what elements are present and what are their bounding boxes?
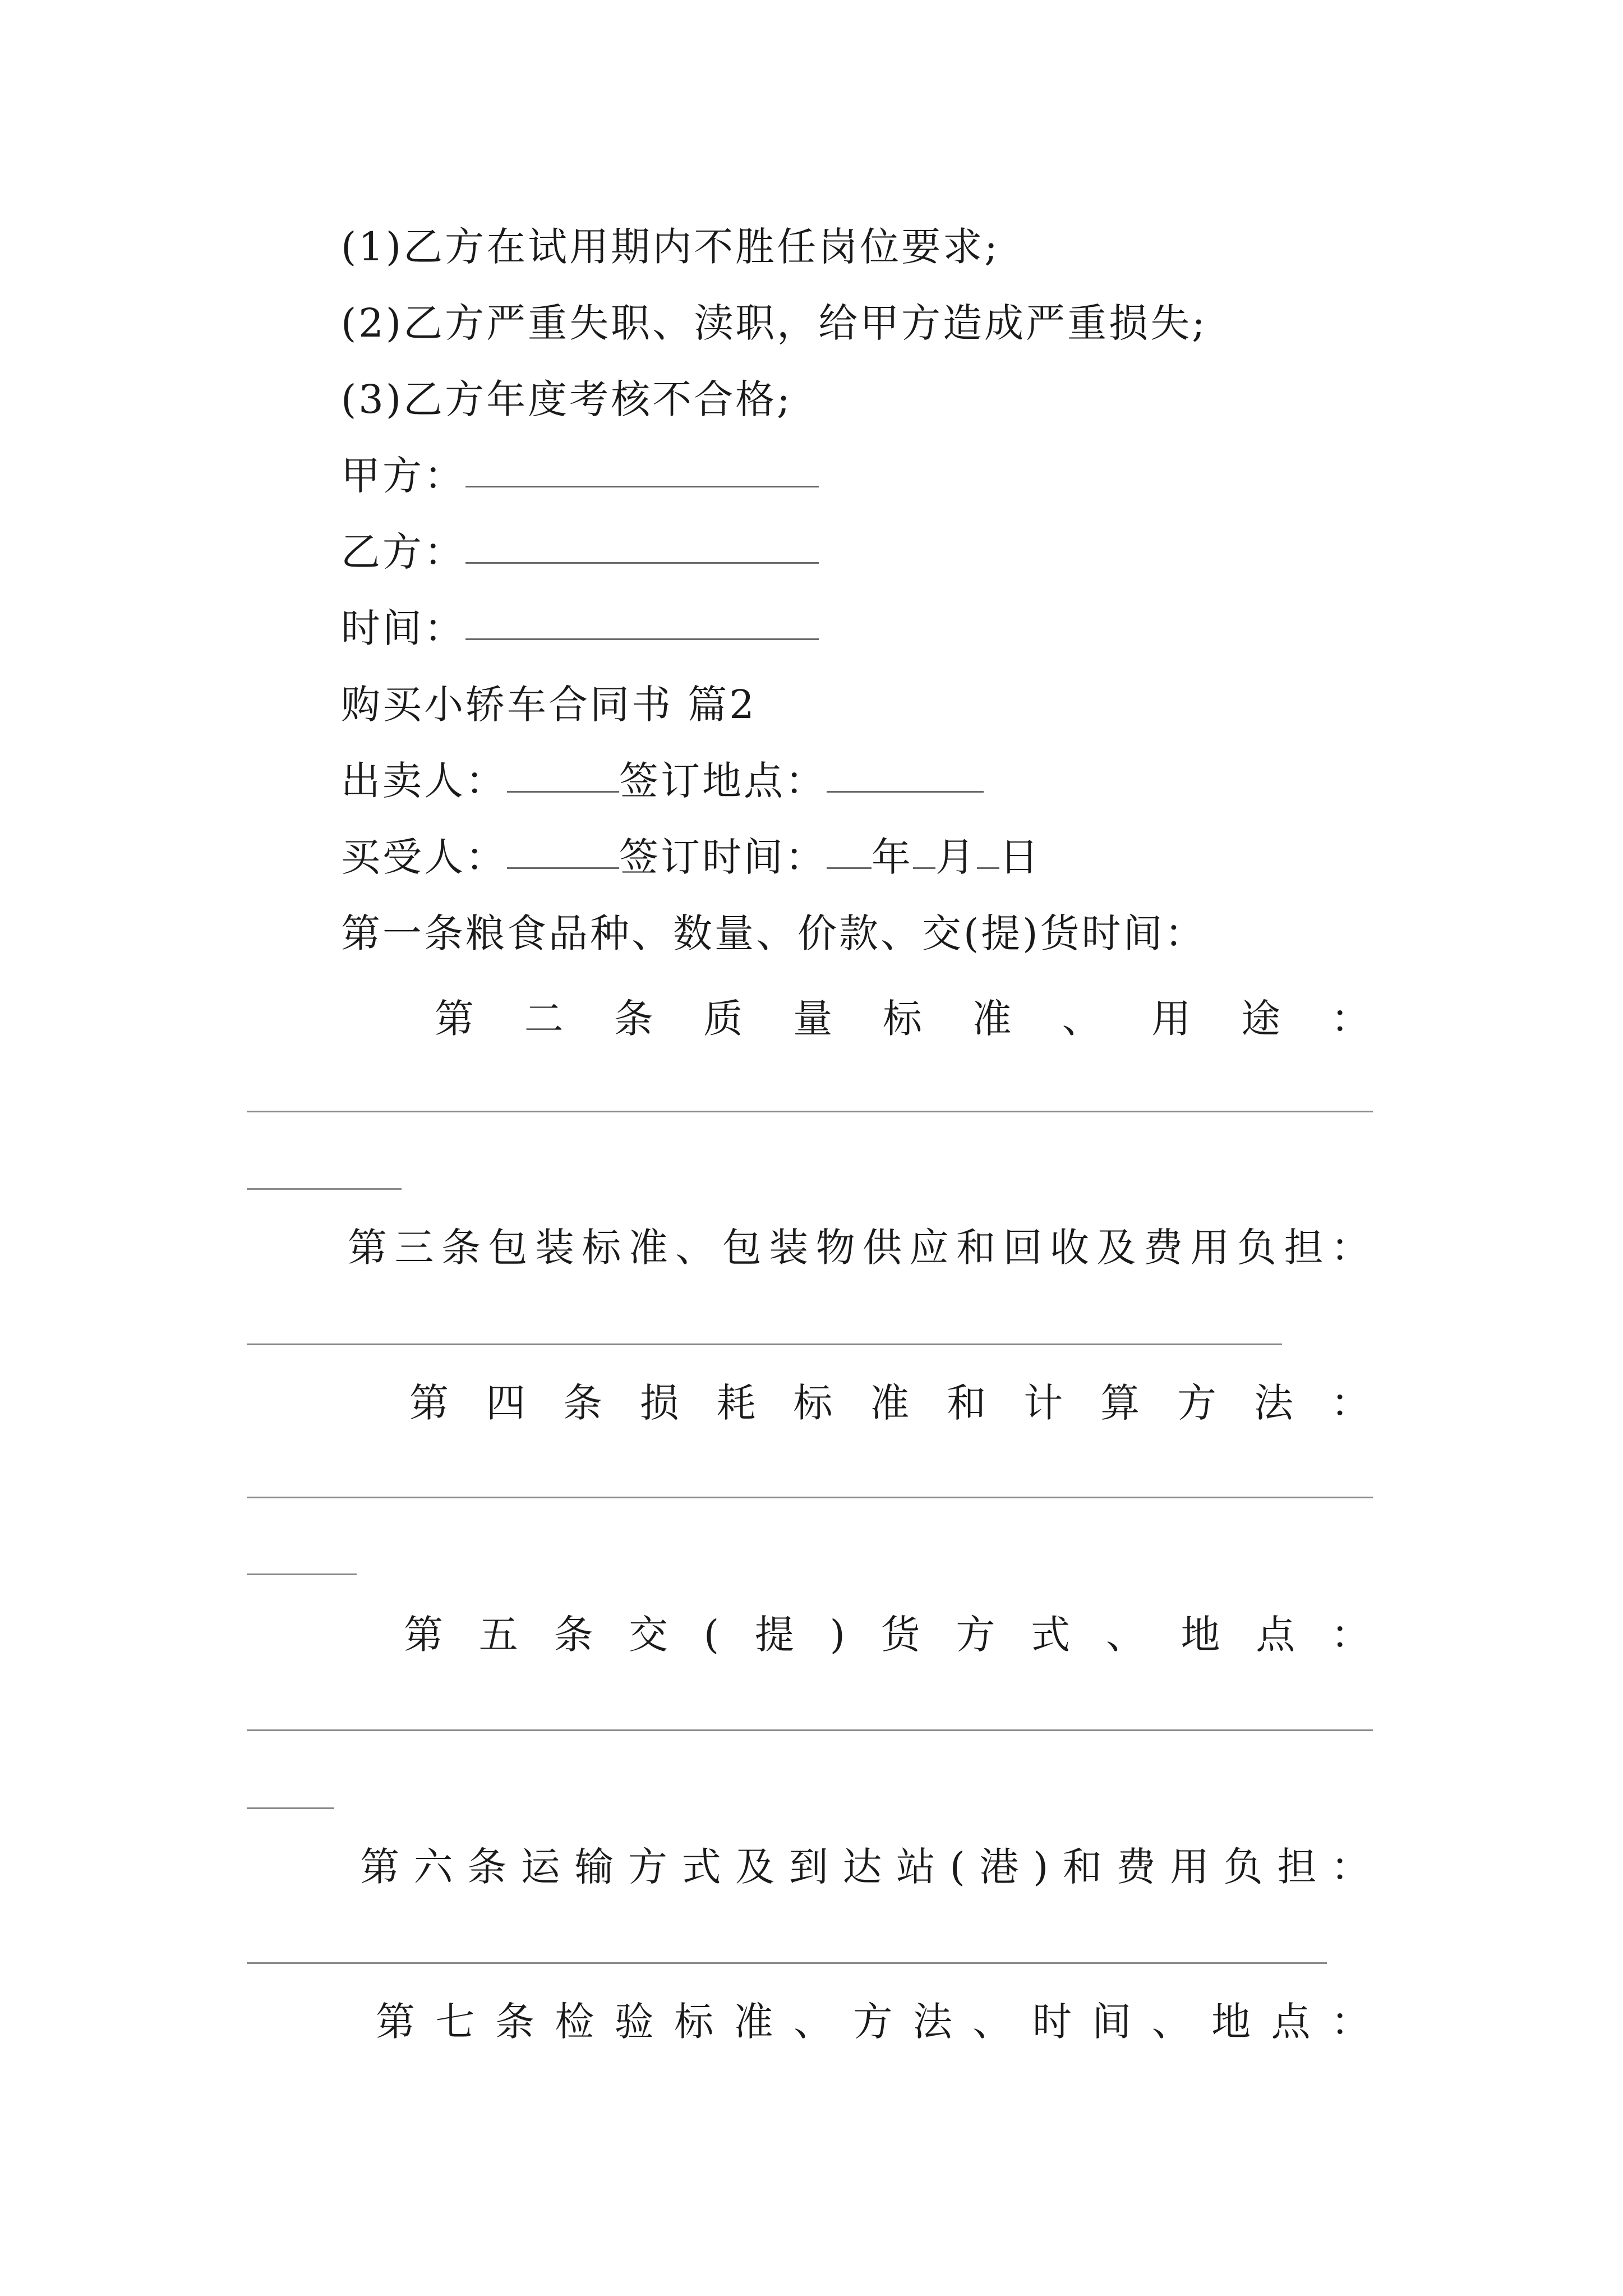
clause-char: 途: [1241, 996, 1281, 1042]
clause-5-answer-line[interactable]: [247, 1729, 1373, 1731]
clause-char: 第: [376, 1999, 415, 2045]
clause-char: 、: [675, 1225, 715, 1271]
clause-char: 准: [972, 996, 1012, 1042]
clause-char: 、: [1105, 1612, 1145, 1658]
clause-char: 第: [409, 1380, 449, 1426]
clause-char: 交: [629, 1612, 668, 1658]
clause-char: 应: [909, 1225, 949, 1271]
clause-char: 准: [870, 1380, 910, 1426]
clause-char: 检: [555, 1999, 594, 2045]
clause-char: 法: [912, 1999, 952, 2045]
clause-5: [404, 1608, 1370, 1662]
clause-char: 五: [478, 1612, 518, 1658]
clause-char: 标: [882, 996, 922, 1042]
clause-char: 第: [435, 996, 474, 1042]
day-blank[interactable]: [977, 830, 999, 869]
clause-char: 、: [1151, 1999, 1191, 2045]
clause-char: 到: [789, 1844, 828, 1890]
buyer-line: [341, 830, 1041, 884]
clause-char: 条: [441, 1225, 481, 1271]
condition-item-1: (1)乙方在试用期内不胜任岗位要求;: [341, 224, 1000, 270]
clause-char: 准: [734, 1999, 773, 2045]
clause-5-answer-line-end[interactable]: [247, 1807, 334, 1809]
clause-char: 及: [735, 1844, 775, 1890]
clause-char: 质: [703, 996, 743, 1042]
party-a-blank[interactable]: [465, 449, 819, 487]
clause-char: 损: [639, 1380, 679, 1426]
clause-2-answer-line[interactable]: [247, 1111, 1373, 1112]
clause-4-answer-line-end[interactable]: [247, 1573, 357, 1575]
clause-char: 装: [534, 1225, 574, 1271]
clause-char: 、: [1062, 996, 1101, 1042]
condition-item-2: (2)乙方严重失职、渎职，给甲方造成严重损失;: [341, 300, 1207, 346]
clause-char: 法: [1253, 1380, 1293, 1426]
party-b-blank[interactable]: [465, 525, 819, 564]
clause-3: [348, 1221, 1370, 1274]
clause-char: 七: [435, 1999, 475, 2045]
clause-6: [360, 1840, 1370, 1894]
clause-char: 第: [404, 1612, 443, 1658]
clause-char: 条: [554, 1612, 593, 1658]
clause-char: 点: [1256, 1612, 1295, 1658]
clause-4: [409, 1376, 1370, 1430]
clause-char: ): [829, 1612, 845, 1658]
clause-char: 装: [769, 1225, 809, 1271]
seller-blank[interactable]: [507, 754, 619, 793]
clause-char: 、: [972, 1999, 1012, 2045]
party-a-label: 甲方：: [341, 453, 465, 499]
clause-char: 式: [681, 1844, 721, 1890]
clause-char: 货: [880, 1612, 920, 1658]
clause-char: 和: [947, 1380, 986, 1426]
buyer-label: 买受人：: [341, 834, 507, 880]
clause-1: 第一条粮食品种、数量、价款、交(提)货时间：: [341, 910, 1206, 956]
sign-time-line: [341, 601, 819, 655]
clause-char: 式: [1031, 1612, 1071, 1658]
sign-place-blank[interactable]: [827, 754, 984, 793]
clause-char: 用: [1151, 996, 1191, 1042]
clause-char: 方: [956, 1612, 995, 1658]
clause-char: 担: [1284, 1225, 1324, 1271]
party-b-signature-line: [341, 525, 819, 579]
day-label: 日: [999, 834, 1041, 880]
year-blank[interactable]: [827, 830, 872, 869]
month-blank[interactable]: [913, 830, 935, 869]
clause-char: ：: [1331, 1999, 1370, 2045]
clause-char: 方: [628, 1844, 667, 1890]
clause-char: 量: [793, 996, 833, 1042]
clause-char: 物: [815, 1225, 855, 1271]
clause-char: 输: [574, 1844, 614, 1890]
clause-char: 负: [1223, 1844, 1263, 1890]
clause-char: 港: [979, 1844, 1019, 1890]
clause-char: (: [949, 1844, 965, 1890]
clause-7: [376, 1995, 1370, 2049]
party-a-signature-line: [341, 449, 819, 503]
clause-char: 准: [628, 1225, 668, 1271]
clause-char: 提: [754, 1612, 794, 1658]
clause-char: 负: [1237, 1225, 1276, 1271]
clause-char: 条: [614, 996, 653, 1042]
clause-char: 点: [1271, 1999, 1311, 2045]
clause-char: 达: [842, 1844, 882, 1890]
sign-place-label: 签订地点：: [619, 758, 827, 804]
clause-char: 回: [1003, 1225, 1043, 1271]
clause-char: 四: [486, 1380, 525, 1426]
clause-char: 运: [520, 1844, 560, 1890]
clause-char: 算: [1100, 1380, 1140, 1426]
clause-char: 第: [348, 1225, 387, 1271]
clause-char: ：: [1330, 1612, 1370, 1658]
clause-char: 地: [1211, 1999, 1251, 2045]
clause-char: 标: [793, 1380, 833, 1426]
condition-item-3: (3)乙方年度考核不合格;: [341, 376, 792, 422]
clause-char: ：: [1330, 996, 1370, 1042]
clause-char: 站: [896, 1844, 935, 1890]
clause-char: 担: [1277, 1844, 1317, 1890]
clause-char: 、: [794, 1999, 833, 2045]
time-blank[interactable]: [465, 601, 819, 640]
clause-char: 计: [1023, 1380, 1063, 1426]
clause-char: 时: [1032, 1999, 1072, 2045]
clause-char: 条: [467, 1844, 507, 1890]
clause-char: 用: [1190, 1225, 1230, 1271]
clause-char: 及: [1096, 1225, 1136, 1271]
clause-char: (: [703, 1612, 720, 1658]
time-label: 时间：: [341, 605, 465, 651]
clause-2-answer-line-end[interactable]: [247, 1188, 402, 1190]
clause-char: 包: [722, 1225, 762, 1271]
clause-char: ：: [1330, 1225, 1370, 1271]
clause-char: 费: [1116, 1844, 1156, 1890]
clause-char: 第: [360, 1844, 399, 1890]
clause-6-answer-line[interactable]: [247, 1962, 1327, 1964]
clause-char: ): [1033, 1844, 1049, 1890]
seller-label: 出卖人：: [341, 758, 507, 804]
month-label: 月: [935, 834, 977, 880]
clause-char: 地: [1181, 1612, 1220, 1658]
clause-char: 条: [562, 1380, 602, 1426]
section-title: 购买小轿车合同书 篇2: [341, 682, 757, 728]
clause-char: 和: [1062, 1844, 1102, 1890]
party-b-label: 乙方：: [341, 529, 465, 575]
clause-3-answer-line[interactable]: [247, 1343, 1282, 1345]
clause-char: 验: [614, 1999, 654, 2045]
clause-char: 收: [1050, 1225, 1090, 1271]
clause-char: 方: [853, 1999, 893, 2045]
year-label: 年: [872, 834, 913, 880]
clause-char: ：: [1330, 1380, 1370, 1426]
clause-char: 包: [488, 1225, 528, 1271]
clause-char: 六: [413, 1844, 453, 1890]
clause-char: 间: [1092, 1999, 1132, 2045]
clause-char: 条: [495, 1999, 534, 2045]
clause-char: 二: [524, 996, 564, 1042]
clause-2: [435, 992, 1370, 1046]
clause-char: 和: [956, 1225, 996, 1271]
clause-char: 供: [863, 1225, 902, 1271]
clause-char: 费: [1143, 1225, 1183, 1271]
clause-char: ：: [1330, 1844, 1370, 1890]
clause-char: 标: [582, 1225, 621, 1271]
clause-char: 用: [1170, 1844, 1210, 1890]
clause-char: 标: [674, 1999, 714, 2045]
clause-char: 方: [1177, 1380, 1217, 1426]
buyer-blank[interactable]: [507, 830, 619, 869]
clause-char: 耗: [716, 1380, 756, 1426]
seller-line: [341, 754, 984, 808]
sign-time-label: 签订时间：: [619, 834, 827, 880]
clause-4-answer-line[interactable]: [247, 1497, 1373, 1498]
clause-char: 三: [394, 1225, 434, 1271]
